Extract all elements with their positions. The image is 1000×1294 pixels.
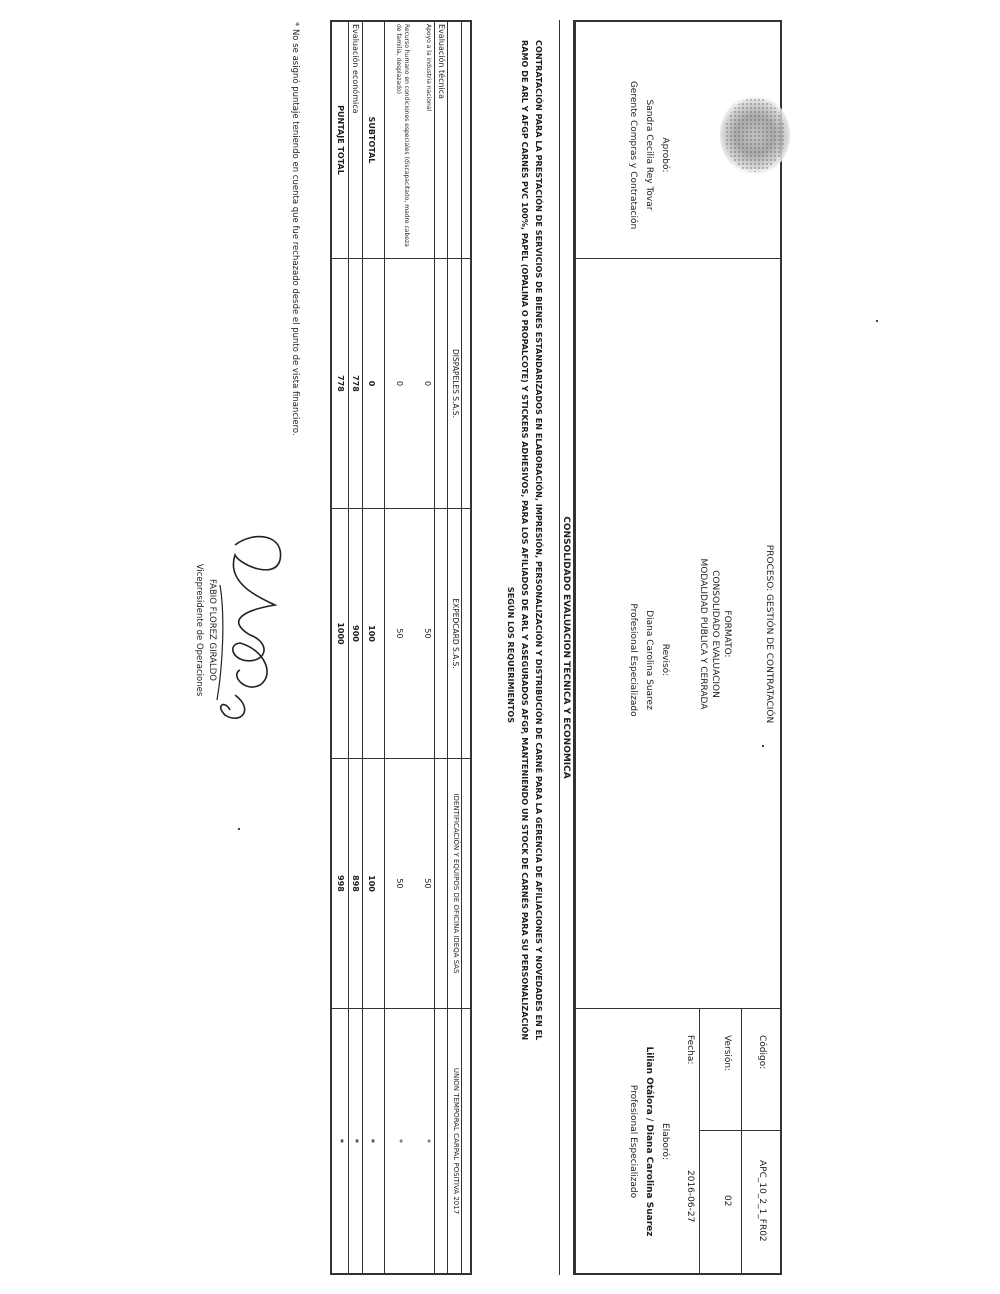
row-label: Apoyo a la industria nacional <box>425 24 432 112</box>
table-cell: 0 <box>367 380 376 387</box>
column-header: EXPEDCARD S.A.S. <box>451 598 460 669</box>
reviewed-label: Revisó: <box>660 643 670 677</box>
section-title: CONSOLIDADO EVALUACION TECNICA Y ECONOMICA <box>561 516 571 779</box>
table-cell: 778 <box>351 375 360 392</box>
table-row-line <box>384 20 385 1275</box>
header-divider <box>574 1008 782 1009</box>
reviewed-role: Profesional Especializado <box>628 603 638 717</box>
approved-role: Gerente Compras y Contratación <box>628 80 638 230</box>
footnote: * No se asignó puntaje teniendo en cuenta que fue rechazado desde el punto de vista financiero. <box>290 22 300 436</box>
approved-label: Aprobó: <box>660 137 670 173</box>
version-value: 02 <box>722 1195 732 1207</box>
column-header: DISPAPELES S.A.S. <box>451 349 460 418</box>
table-cell: * <box>423 1139 432 1143</box>
table-row-line <box>461 20 462 1275</box>
format-label: FORMATO: <box>722 610 732 658</box>
table-cell: 778 <box>336 375 345 392</box>
reviewed-name: Diana Carolina Suarez <box>644 610 654 710</box>
table-border-top <box>470 20 472 1275</box>
table-cell: 50 <box>423 878 432 889</box>
prepared-label: Elaboró: <box>660 1123 670 1160</box>
table-row-line <box>348 20 349 1275</box>
prepared-role: Profesional Especializado <box>628 1084 638 1199</box>
table-col-line <box>330 20 472 22</box>
prepared-name: Lilian Otálora / Diana Carolina Suarez <box>644 1046 654 1237</box>
handwritten-signature <box>205 525 295 735</box>
table-row-line <box>362 20 363 1275</box>
column-header: IDENTIFICACIÓN Y EQUIPOS DE OFICINA IDEQA SAS <box>452 793 460 974</box>
modality: MODALIDAD PUBLICA Y CERRADA <box>698 558 708 710</box>
table-cell: 0 <box>423 380 432 387</box>
table-cell: 100 <box>367 875 376 892</box>
table-cell: 900 <box>351 625 360 642</box>
process-title: PROCESO: GESTIÓN DE CONTRATACIÓN <box>764 544 774 724</box>
table-border-bottom <box>330 20 332 1275</box>
date-label: Fecha: <box>685 1035 695 1065</box>
section-bottom-border <box>559 20 560 1275</box>
table-cell: * <box>367 1138 376 1144</box>
scan-speck <box>876 320 878 322</box>
table-cell: 50 <box>395 628 404 639</box>
table-col-line <box>330 1273 472 1275</box>
signatory-role: Vicepresidente de Operaciones <box>194 563 204 697</box>
column-header: UNION TEMPORAL CARPAL POSITIVA 2017 <box>452 1067 460 1215</box>
scan-speck <box>238 828 240 830</box>
header-bottom-border <box>574 20 576 1275</box>
table-cell: 50 <box>395 878 404 889</box>
company-logo-texture <box>725 98 785 172</box>
object-line-2: RAMO DE ARL Y AFGP CARNÉS PVC 100%, PAPEL (OPALINA O PROPALCOTE) Y STICKERS ADHESIVOS, PARA LOS AFILIADOS DE ARL Y ASEGURADOS AFGP, MANTENIENDO UN STOCK DE CARNÉS PARA SU PERSONALIZACIÓN <box>520 40 530 1041</box>
row-label: Recurso humano en condiciones especiales (discapacitado, madre cabeza de familia, desplazado) <box>395 24 410 247</box>
object-line-3: SEGÚN LOS REQUERIMIENTOS <box>506 586 516 724</box>
scan-speck <box>762 745 764 747</box>
row-label: SUBTOTAL <box>367 116 376 164</box>
version-label: Versión: <box>722 1035 732 1072</box>
table-cell: 0 <box>395 380 404 387</box>
code-label: Código: <box>757 1035 767 1070</box>
row-label: Evaluación técnica <box>437 24 446 100</box>
date-value: 2016-06-27 <box>685 1170 695 1223</box>
header-right-border <box>574 1273 782 1275</box>
approved-name: Sandra Cecilia Rey Tovar <box>644 99 654 211</box>
header-divider <box>699 1008 700 1273</box>
row-label: Evaluación económica <box>351 24 360 114</box>
header-divider <box>741 1008 742 1273</box>
table-cell: 50 <box>423 628 432 639</box>
table-row-line <box>447 20 448 1275</box>
table-cell: 1000 <box>336 622 345 645</box>
table-cell: 100 <box>367 625 376 642</box>
table-cell: * <box>336 1138 345 1144</box>
table-cell: * <box>351 1138 360 1144</box>
object-line-1: CONTRATACIÓN PARA LA PRESTACIÓN DE SERVICIOS DE BIENES ESTANDARIZADOS EN ELABORACIÓN, IMPRESIÓN, PERSONALIZACIÓN Y DISTRIBUCIÓN DE CARNÉ PARA LA GERENCIA DE AFILIACIONES Y NOVEDADES EN EL <box>534 40 544 1041</box>
table-cell: 998 <box>336 875 345 892</box>
format-name: CONSOLIDADO EVALUACION <box>710 570 720 698</box>
table-cell: * <box>395 1139 404 1143</box>
signatory-name: FABIO FLOREZ GIRALDO <box>207 579 217 681</box>
table-cell: 898 <box>351 875 360 892</box>
header-left-border <box>574 20 782 22</box>
code-value: APC_10_2_1_FR02 <box>757 1160 767 1242</box>
section-top-border <box>573 20 574 1275</box>
header-divider <box>574 258 782 259</box>
header-top-border <box>780 20 782 1275</box>
table-row-line <box>434 20 435 1275</box>
row-label: PUNTAJE TOTAL <box>336 105 345 175</box>
